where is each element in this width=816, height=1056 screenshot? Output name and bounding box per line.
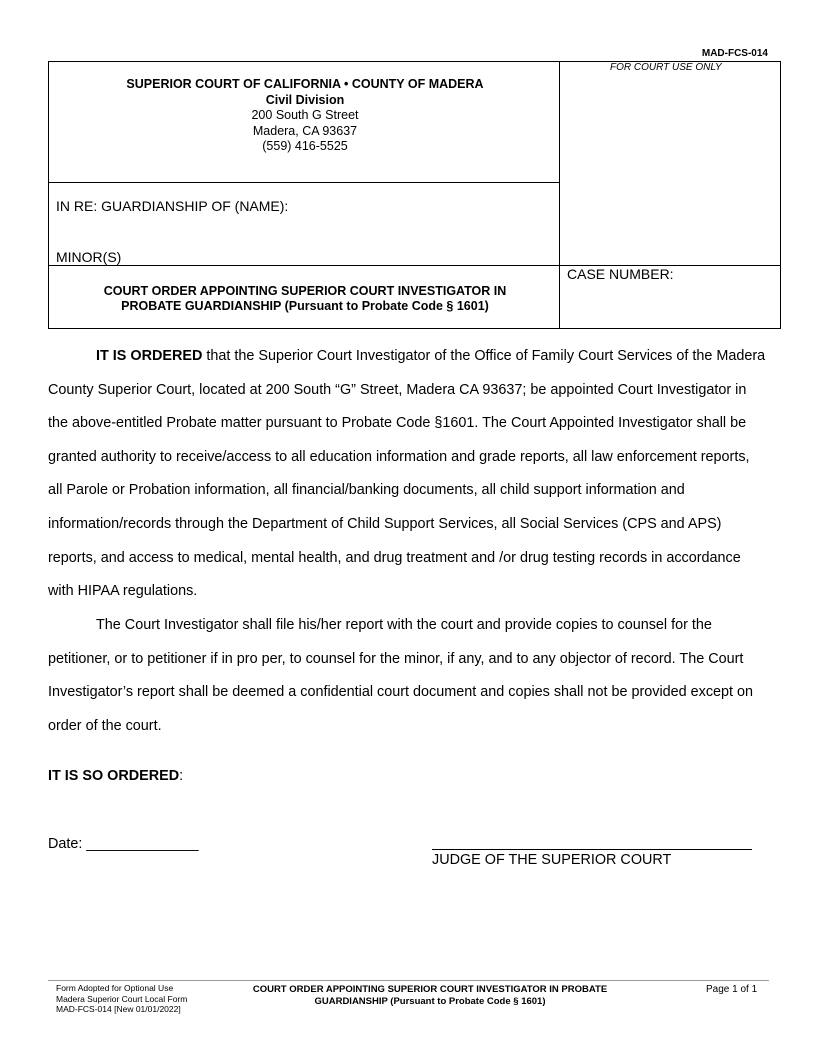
- p2-line3: Investigator’s report shall be deemed a confidential court document and copies shall not be provided except on: [48, 684, 754, 701]
- p2-line2: petitioner, or to petitioner if in pro per, to counsel for the minor, if any, and to any objector of record. The Court: [48, 650, 744, 667]
- court-name: SUPERIOR COURT OF CALIFORNIA • COUNTY OF MADERA: [126, 77, 484, 91]
- p1-line7: reports, and access to medical, mental health, and drug treatment and /or drug testing records in accordance: [48, 549, 741, 566]
- footer-left-line2: Madera Superior Court Local Form: [56, 993, 188, 1004]
- p1-line1: that the Superior Court Investigator of the Office of Family Court Services of the Madera: [202, 348, 766, 364]
- form-title-line2: PROBATE GUARDIANSHIP (Pursuant to Probate Code § 1601): [121, 299, 489, 313]
- p1-line4: granted authority to receive/access to all education information and grade reports, all law enforcement reports,: [48, 448, 750, 465]
- in-re-guardianship-field[interactable]: IN RE: GUARDIANSHIP OF (NAME):: [56, 198, 289, 214]
- p1-line5: all Parole or Probation information, all financial/banking documents, all child support information and: [48, 482, 685, 499]
- court-address-line2: Madera, CA 93637: [252, 123, 358, 138]
- it-is-ordered-lead: IT IS ORDERED: [96, 348, 203, 364]
- footer-center-line2: GUARDIANSHIP (Pursuant to Probate Code § 1601): [314, 996, 546, 1007]
- court-phone: (559) 416-5525: [262, 139, 348, 153]
- court-division: Civil Division: [265, 92, 345, 107]
- p1-line6: information/records through the Department of Child Support Services, all Social Services (CPS and APS): [48, 515, 722, 532]
- minors-label: MINOR(S): [56, 249, 122, 265]
- order-paragraph-1: [48, 340, 784, 609]
- p1-line8: with HIPAA regulations.: [48, 583, 198, 600]
- p2-line4: order of the court.: [48, 717, 162, 734]
- footer-title: [220, 984, 640, 1008]
- so-ordered-colon: :: [179, 768, 184, 784]
- footer-divider: [48, 980, 769, 981]
- so-ordered-statement: [48, 768, 183, 784]
- order-paragraph-2: [48, 609, 784, 743]
- court-address-block: [50, 77, 560, 155]
- p1-line2: County Superior Court, located at 200 South “G” Street, Madera CA 93637; be appointed Court Investigator in: [48, 381, 747, 398]
- judge-signature-line[interactable]: [432, 849, 752, 850]
- form-id: MAD-FCS-014: [701, 48, 768, 59]
- p2-line1: The Court Investigator shall file his/her report with the court and provide copies to counsel for the: [96, 617, 712, 633]
- footer-center-line1: COURT ORDER APPOINTING SUPERIOR COURT INVESTIGATOR IN PROBATE: [252, 984, 608, 995]
- caption-divider-court: [49, 182, 559, 183]
- judge-signature-label: JUDGE OF THE SUPERIOR COURT: [432, 852, 672, 868]
- so-ordered-bold: IT IS SO ORDERED: [48, 768, 180, 784]
- p1-line3: the above-entitled Probate matter pursuant to Probate Code §1601. The Court Appointed Investigator shall be: [48, 415, 747, 432]
- court-address-line1: 200 South G Street: [251, 108, 359, 122]
- footer-left-line1: Form Adopted for Optional Use: [56, 983, 174, 993]
- form-title: [50, 284, 560, 314]
- date-field[interactable]: Date: ______________: [48, 836, 199, 852]
- footer-left-line3: MAD-FCS-014 [New 01/01/2022]: [56, 1004, 181, 1014]
- form-title-line1: COURT ORDER APPOINTING SUPERIOR COURT INVESTIGATOR IN: [103, 284, 507, 298]
- footer-form-info: [56, 983, 187, 1015]
- page-number: Page 1 of 1: [706, 984, 758, 995]
- case-number-field[interactable]: CASE NUMBER:: [567, 266, 674, 282]
- court-use-only-label: FOR COURT USE ONLY: [610, 62, 722, 73]
